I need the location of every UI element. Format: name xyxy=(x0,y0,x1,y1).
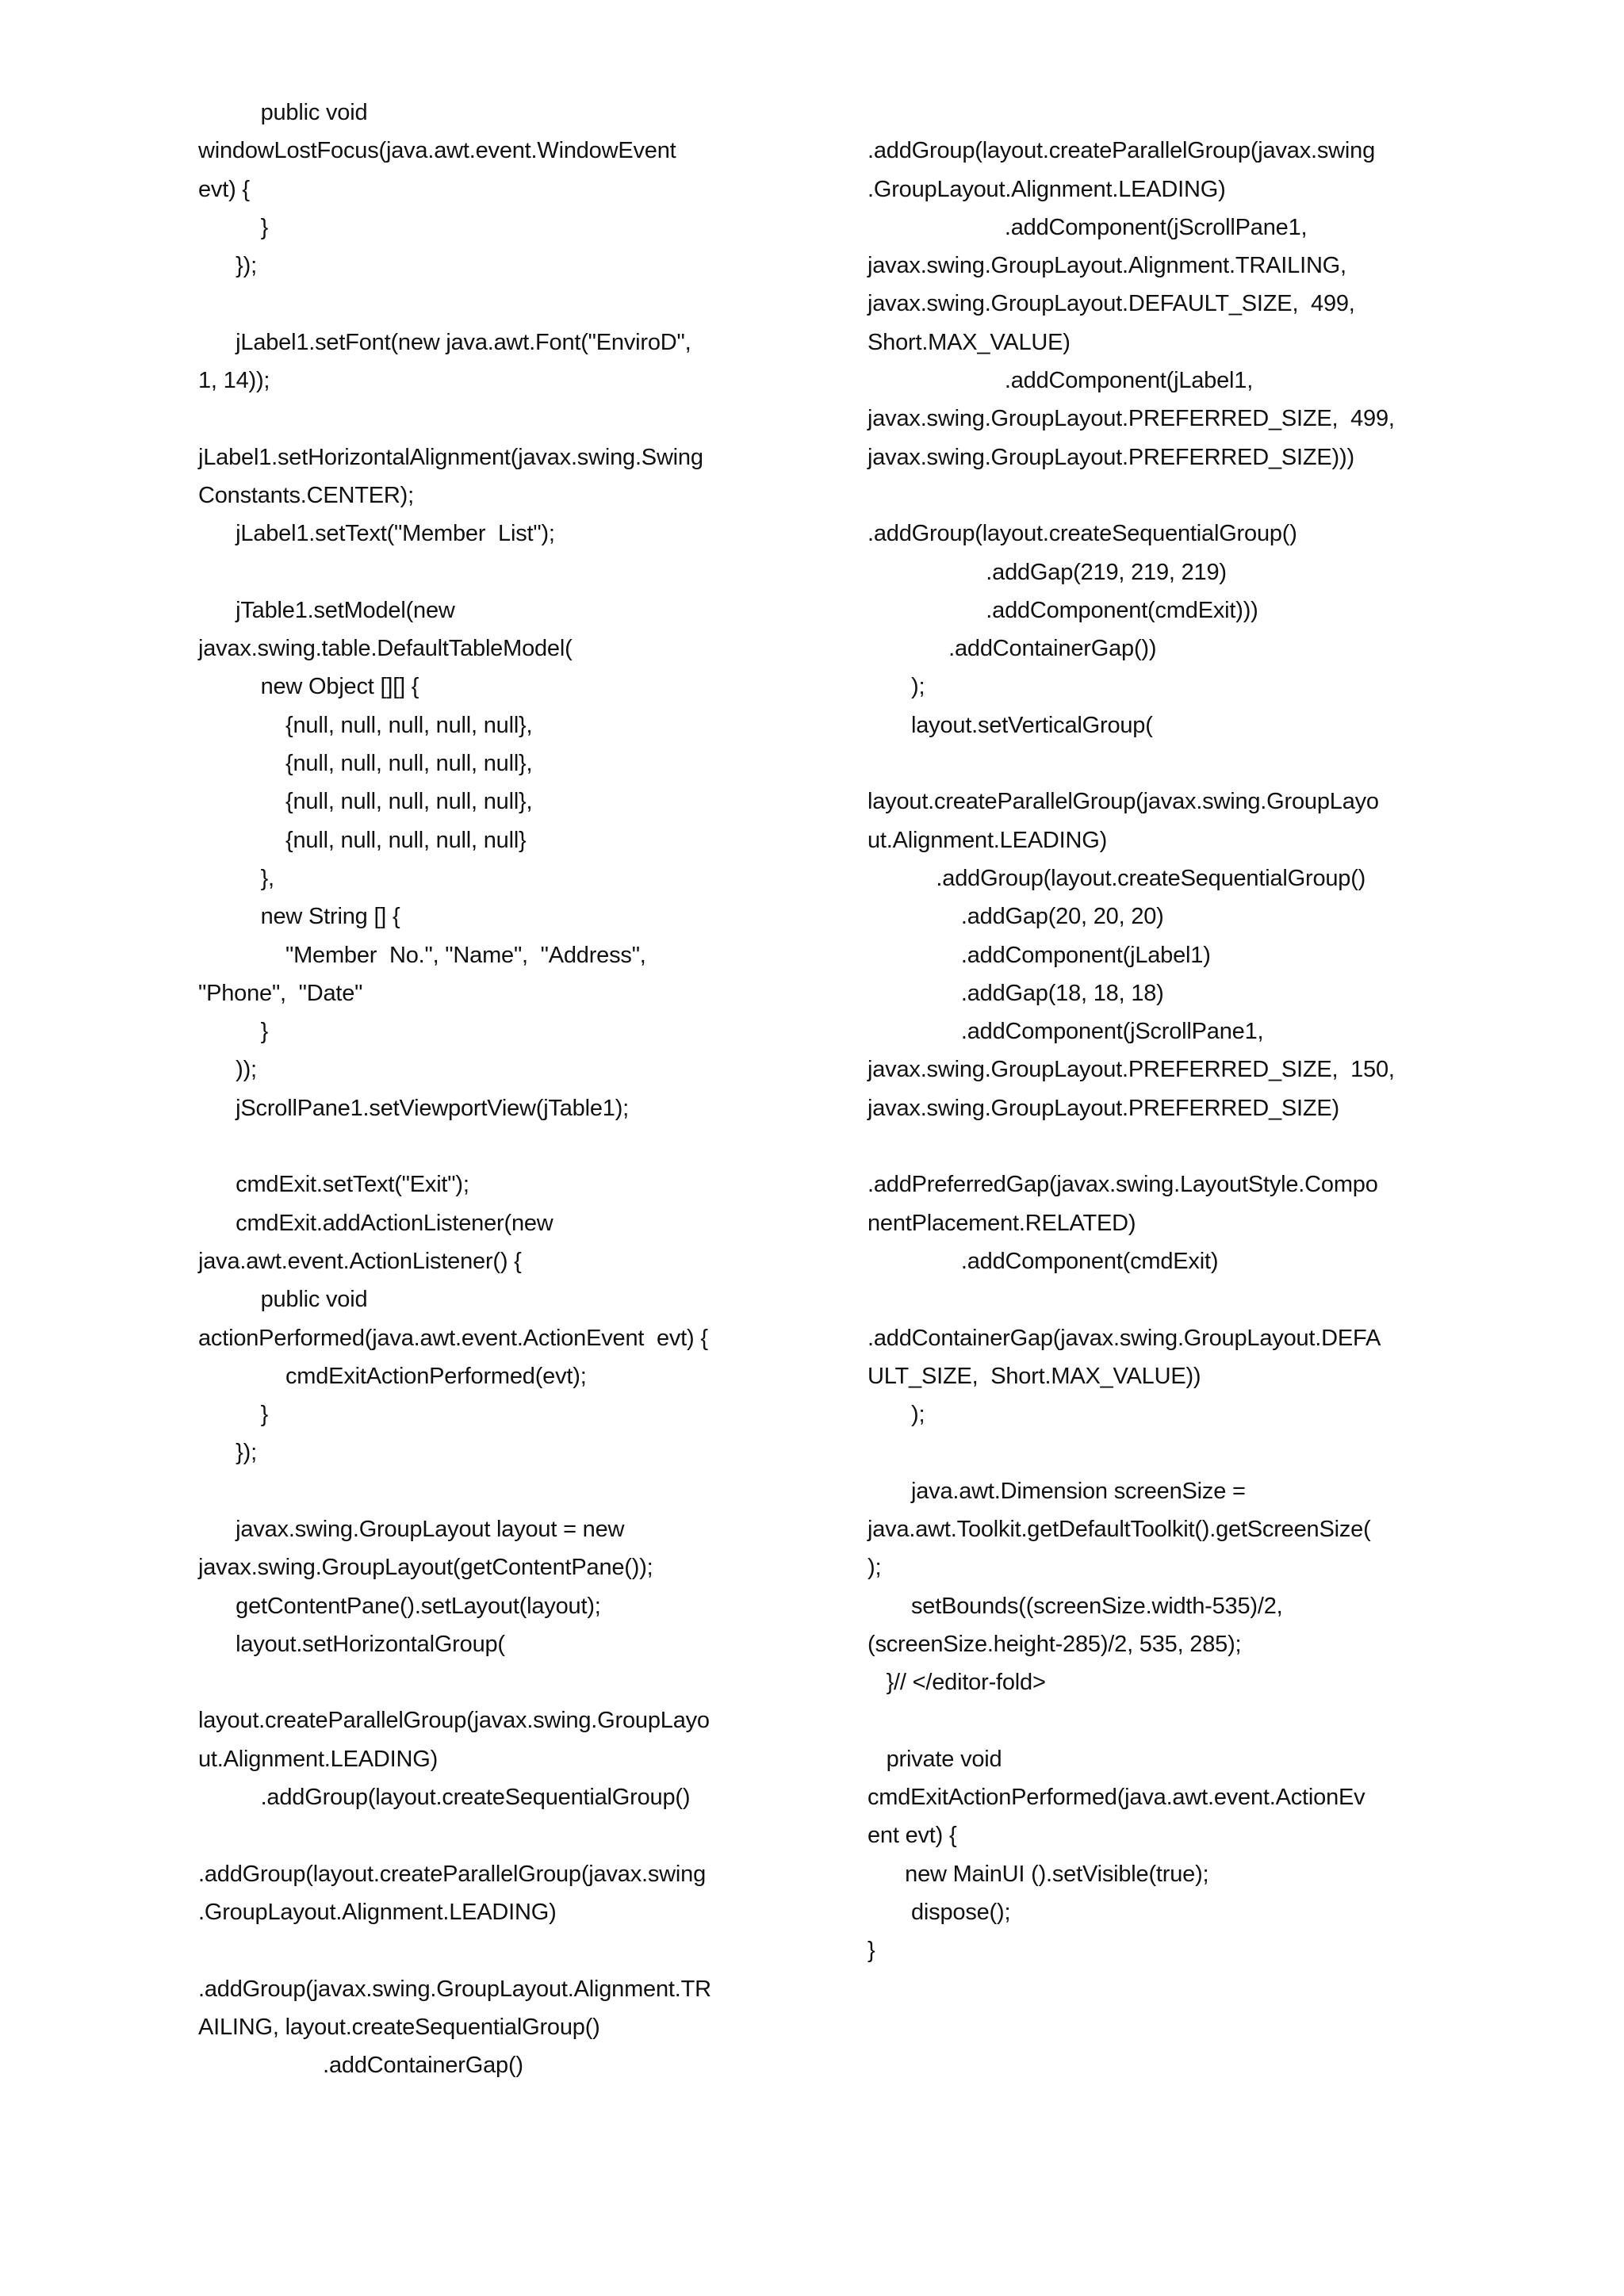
code-line: layout.createParallelGroup(javax.swing.GroupLayo xyxy=(868,789,1379,815)
code-line: getContentPane().setLayout(layout); xyxy=(198,1593,601,1619)
code-line: } xyxy=(868,1938,875,1964)
code-line: ULT_SIZE, Short.MAX_VALUE)) xyxy=(868,1363,1201,1389)
code-line: )); xyxy=(198,1057,257,1083)
code-line: jTable1.setModel(new xyxy=(198,597,455,623)
code-line: layout.createParallelGroup(javax.swing.GroupLayo xyxy=(198,1708,710,1734)
code-line: .addPreferredGap(javax.swing.LayoutStyle.Compo xyxy=(868,1172,1378,1198)
code-line: javax.swing.GroupLayout.Alignment.TRAILING, xyxy=(868,253,1346,279)
code-line: layout.setVerticalGroup( xyxy=(868,712,1153,738)
code-line xyxy=(868,744,1470,783)
code-line: ut.Alignment.LEADING) xyxy=(868,827,1108,853)
code-line: .addGroup(javax.swing.GroupLayout.Alignment.TR xyxy=(198,1976,711,2002)
code-line: } xyxy=(198,1402,269,1428)
code-line: cmdExit.addActionListener(new xyxy=(198,1210,553,1236)
code-line: jLabel1.setHorizontalAlignment(javax.swing.Swing xyxy=(198,444,703,470)
code-line xyxy=(198,1663,801,1701)
code-line: Short.MAX_VALUE) xyxy=(868,329,1071,355)
code-line: jLabel1.setFont(new java.awt.Font("EnviroD", xyxy=(198,329,691,355)
code-line: .addComponent(cmdExit))) xyxy=(868,597,1258,623)
code-line: {null, null, null, null, null} xyxy=(198,827,527,853)
code-line: }, xyxy=(198,865,274,891)
code-line: javax.swing.GroupLayout.PREFERRED_SIZE))) xyxy=(868,444,1354,470)
code-line: ); xyxy=(868,674,925,700)
code-line: new MainUI ().setVisible(true); xyxy=(868,1861,1209,1887)
code-line xyxy=(868,1433,1470,1471)
code-line: javax.swing.GroupLayout.DEFAULT_SIZE, 499, xyxy=(868,291,1355,317)
code-line: }); xyxy=(198,1440,257,1466)
code-line: nentPlacement.RELATED) xyxy=(868,1210,1136,1236)
code-line: java.awt.Toolkit.getDefaultToolkit().getScreenSize( xyxy=(868,1516,1371,1542)
code-line: .addGroup(layout.createParallelGroup(javax.swing xyxy=(198,1861,707,1887)
code-line: }); xyxy=(198,253,257,279)
code-line: .addComponent(jScrollPane1, xyxy=(868,214,1308,240)
code-line xyxy=(868,94,1470,132)
code-line: .addComponent(jLabel1) xyxy=(868,942,1211,968)
code-line: .addGroup(layout.createSequentialGroup() xyxy=(198,1785,691,1811)
code-line xyxy=(198,1931,801,1969)
code-line: java.awt.event.ActionListener() { xyxy=(198,1248,522,1274)
code-line: .addGroup(layout.createSequentialGroup() xyxy=(868,865,1366,891)
code-line: actionPerformed(java.awt.event.ActionEvent evt) { xyxy=(198,1325,708,1351)
code-line: }// </editor-fold> xyxy=(868,1670,1046,1696)
code-line xyxy=(868,1127,1470,1165)
code-line: .addComponent(cmdExit) xyxy=(868,1248,1219,1274)
code-line: new Object [][] { xyxy=(198,674,419,700)
code-line: .addGap(18, 18, 18) xyxy=(868,980,1164,1006)
code-line: .addComponent(jLabel1, xyxy=(868,368,1254,394)
code-line: .addContainerGap() xyxy=(198,2053,523,2079)
code-line: java.awt.Dimension screenSize = xyxy=(868,1478,1246,1504)
code-line: .addGap(20, 20, 20) xyxy=(868,904,1164,930)
code-line: AILING, layout.createSequentialGroup() xyxy=(198,2014,600,2040)
code-line xyxy=(868,1280,1470,1318)
code-line: .GroupLayout.Alignment.LEADING) xyxy=(198,1899,557,1925)
code-line: cmdExit.setText("Exit"); xyxy=(198,1172,469,1198)
code-line: {null, null, null, null, null}, xyxy=(198,751,533,777)
code-line: "Phone", "Date" xyxy=(198,980,363,1006)
code-line: } xyxy=(198,214,269,240)
code-line: ); xyxy=(868,1555,882,1581)
code-line: jScrollPane1.setViewportView(jTable1); xyxy=(198,1095,630,1121)
code-line: javax.swing.table.DefaultTableModel( xyxy=(198,636,573,662)
code-line: .addContainerGap()) xyxy=(868,636,1157,662)
code-line: .addGroup(layout.createParallelGroup(javax.swing xyxy=(868,138,1376,164)
code-line: {null, null, null, null, null}, xyxy=(198,789,533,815)
code-line: ut.Alignment.LEADING) xyxy=(198,1746,439,1772)
code-line: 1, 14)); xyxy=(198,368,270,394)
code-line: jLabel1.setText("Member List"); xyxy=(198,521,555,547)
code-line: new String [] { xyxy=(198,904,400,930)
code-line: windowLostFocus(java.awt.event.WindowEvent xyxy=(198,138,676,164)
code-line: } xyxy=(198,1019,269,1045)
code-line: Constants.CENTER); xyxy=(198,482,414,508)
code-line: dispose(); xyxy=(868,1899,1011,1925)
code-line: javax.swing.GroupLayout.PREFERRED_SIZE) xyxy=(868,1095,1339,1121)
code-line: cmdExitActionPerformed(evt); xyxy=(198,1363,587,1389)
code-line: ); xyxy=(868,1402,925,1428)
code-line: {null, null, null, null, null}, xyxy=(198,712,533,738)
code-line: .addGap(219, 219, 219) xyxy=(868,559,1227,585)
code-line xyxy=(198,1472,801,1510)
code-line xyxy=(868,476,1470,515)
code-line xyxy=(198,553,801,591)
code-line: "Member No.", "Name", "Address", xyxy=(198,942,646,968)
code-line: evt) { xyxy=(198,176,250,202)
code-line: ent evt) { xyxy=(868,1823,957,1849)
code-line xyxy=(868,1701,1470,1739)
code-line: .addGroup(layout.createSequentialGroup() xyxy=(868,521,1297,547)
code-line xyxy=(198,285,801,323)
code-line: public void xyxy=(198,1287,368,1313)
code-line xyxy=(198,400,801,438)
code-line: javax.swing.GroupLayout.PREFERRED_SIZE, 499, xyxy=(868,406,1395,432)
code-line: private void xyxy=(868,1746,1002,1772)
code-line: javax.swing.GroupLayout(getContentPane()); xyxy=(198,1555,653,1581)
right-code-column xyxy=(868,94,1470,1970)
code-line: cmdExitActionPerformed(java.awt.event.ActionEv xyxy=(868,1785,1365,1811)
code-line: .addContainerGap(javax.swing.GroupLayout.DEFA xyxy=(868,1325,1381,1351)
code-line: public void xyxy=(198,100,368,125)
left-code-column xyxy=(198,94,801,2084)
code-line: layout.setHorizontalGroup( xyxy=(198,1631,505,1657)
code-line: javax.swing.GroupLayout.PREFERRED_SIZE, 150, xyxy=(868,1057,1395,1083)
code-line xyxy=(198,1127,801,1165)
code-line: .addComponent(jScrollPane1, xyxy=(868,1019,1264,1045)
code-line xyxy=(198,1816,801,1854)
code-line: (screenSize.height-285)/2, 535, 285); xyxy=(868,1631,1242,1657)
code-line: setBounds((screenSize.width-535)/2, xyxy=(868,1593,1283,1619)
code-line: .GroupLayout.Alignment.LEADING) xyxy=(868,176,1226,202)
code-line: javax.swing.GroupLayout layout = new xyxy=(198,1516,625,1542)
